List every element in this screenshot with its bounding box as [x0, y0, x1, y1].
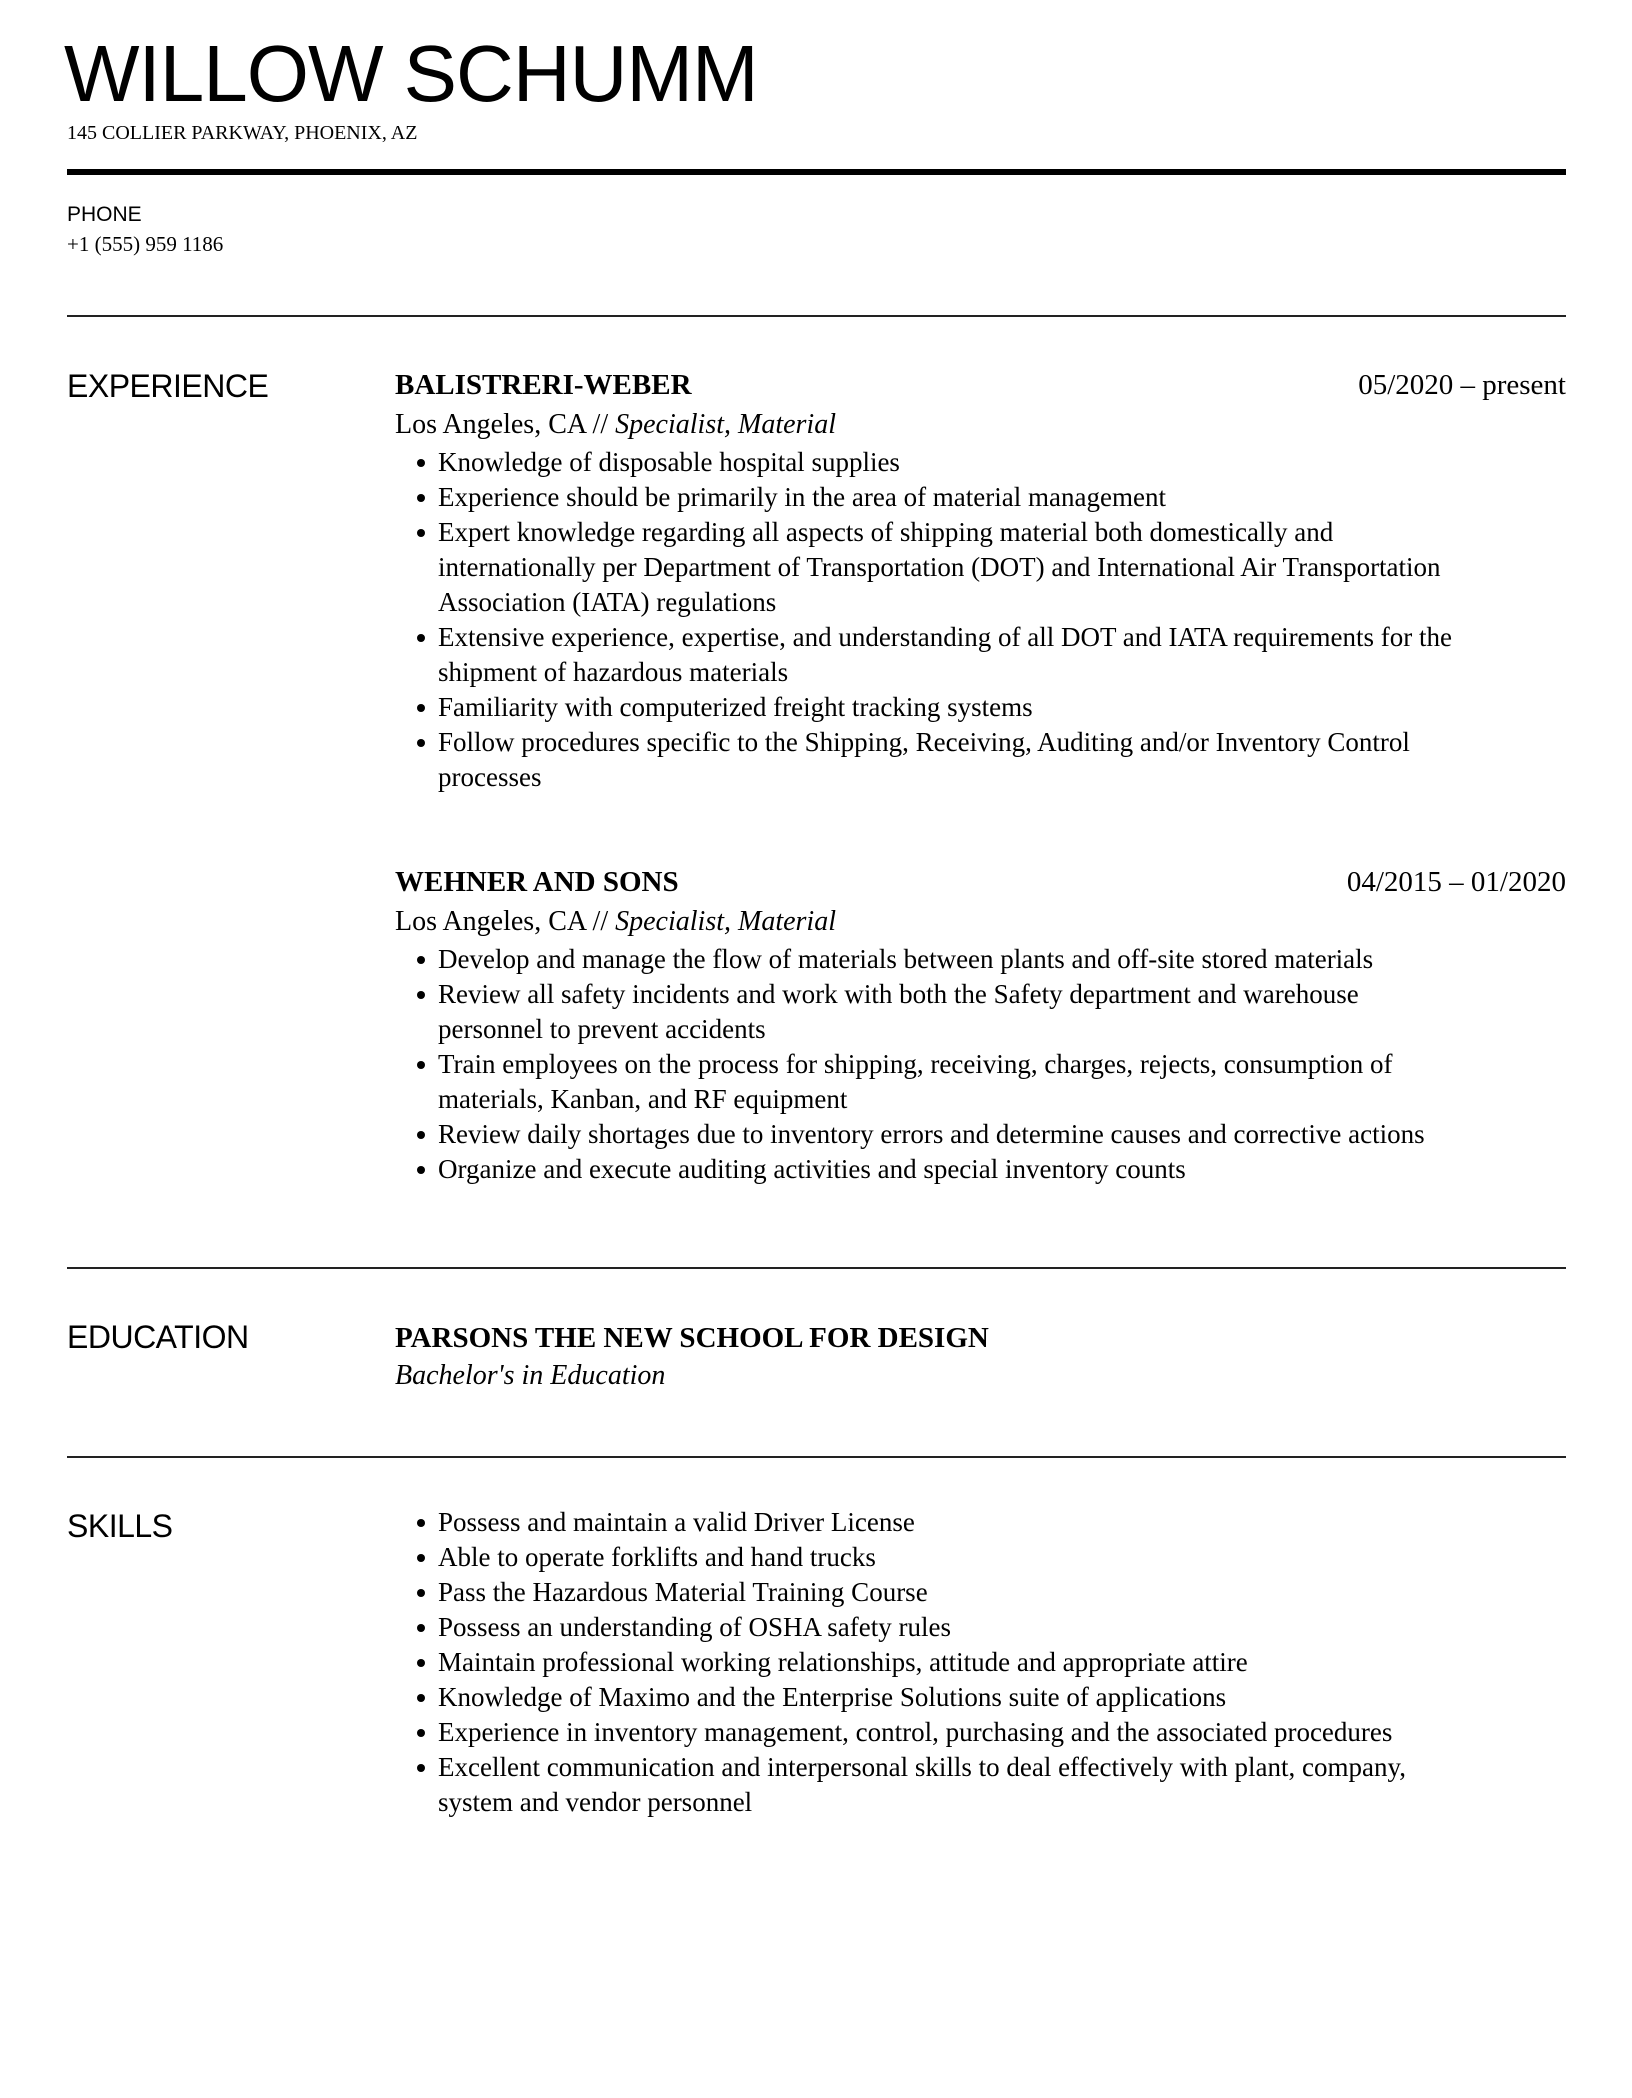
list-item [395, 1117, 1566, 1152]
bullet-icon [417, 1694, 425, 1702]
list-item-text: personnel to prevent accidents [438, 1014, 766, 1044]
list-item [395, 1750, 1566, 1820]
section-divider [67, 1456, 1566, 1458]
list-item [395, 725, 1566, 795]
list-item-text: Knowledge of disposable hospital supplies [438, 447, 900, 477]
phone-label: PHONE [67, 203, 142, 226]
bullet-icon [417, 704, 425, 712]
list-item [395, 1152, 1566, 1187]
list-item [395, 977, 1566, 1047]
company-name: BALISTRERI-WEBER [395, 369, 692, 401]
bullet-icon [417, 459, 425, 467]
section-divider [67, 315, 1566, 317]
list-item [395, 1540, 1566, 1575]
job-bullets [395, 445, 1566, 795]
list-item-text: Excellent communication and interpersonal skills to deal effectively with plant, company, [438, 1752, 1406, 1782]
list-item-text: Follow procedures specific to the Shipping, Receiving, Auditing and/or Inventory Control [438, 727, 1410, 757]
list-item-text: processes [438, 762, 542, 792]
bullet-icon [417, 1554, 425, 1562]
list-item [395, 515, 1566, 620]
list-item [395, 942, 1566, 977]
list-item-text: Experience should be primarily in the area of material management [438, 482, 1166, 512]
bullet-icon [417, 1589, 425, 1597]
list-item-text: Possess and maintain a valid Driver License [438, 1507, 915, 1537]
list-item-text: system and vendor personnel [438, 1787, 753, 1817]
section-title-education: EDUCATION [67, 1319, 249, 1355]
experience-entry [395, 365, 1566, 795]
list-item-text: Able to operate forklifts and hand trucks [438, 1542, 876, 1572]
list-item-text: Expert knowledge regarding all aspects of shipping material both domestically and [438, 517, 1334, 547]
section-title-skills: SKILLS [67, 1508, 173, 1544]
skills-entry [395, 1505, 1566, 1820]
job-bullets [395, 942, 1566, 1187]
job-title: Specialist, Material [615, 906, 836, 937]
bullet-icon [417, 634, 425, 642]
list-item-text: Review all safety incidents and work with both the Safety department and warehouse [438, 979, 1359, 1009]
list-item-text: Extensive experience, expertise, and understanding of all DOT and IATA requirements for the [438, 622, 1453, 652]
list-item-text: shipment of hazardous materials [438, 657, 789, 687]
bullet-icon [417, 1764, 425, 1772]
skills-list [395, 1505, 1566, 1820]
school-name: PARSONS THE NEW SCHOOL FOR DESIGN [395, 1322, 989, 1354]
bullet-icon [417, 1729, 425, 1737]
list-item [395, 1505, 1566, 1540]
job-dates: 05/2020 – present [1358, 369, 1566, 401]
section-divider [67, 1267, 1566, 1269]
list-item-text: Knowledge of Maximo and the Enterprise Solutions suite of applications [438, 1682, 1227, 1712]
list-item [395, 1610, 1566, 1645]
bullet-icon [417, 494, 425, 502]
list-item-text: Pass the Hazardous Material Training Course [438, 1577, 928, 1607]
list-item-text: materials, Kanban, and RF equipment [438, 1084, 848, 1114]
job-location-title [395, 405, 1566, 445]
degree: Bachelor's in Education [395, 1360, 666, 1391]
list-item [395, 1645, 1566, 1680]
job-dates: 04/2015 – 01/2020 [1346, 866, 1566, 898]
list-item-text: Organize and execute auditing activities and special inventory counts [438, 1154, 1186, 1184]
job-title: Specialist, Material [615, 409, 836, 440]
list-item [395, 690, 1566, 725]
bullet-icon [417, 1659, 425, 1667]
list-item-text: internationally per Department of Transportation (DOT) and International Air Transportation [438, 552, 1441, 582]
job-location: Los Angeles, CA // [395, 906, 609, 937]
list-item [395, 1047, 1566, 1117]
job-location: Los Angeles, CA // [395, 409, 609, 440]
bullet-icon [417, 956, 425, 964]
company-name: WEHNER AND SONS [395, 866, 679, 898]
bullet-icon [417, 1624, 425, 1632]
bullet-icon [417, 739, 425, 747]
list-item-text: Association (IATA) regulations [438, 587, 777, 617]
list-item-text: Possess an understanding of OSHA safety rules [438, 1612, 951, 1642]
list-item [395, 1680, 1566, 1715]
job-location-title [395, 902, 1566, 942]
job-header [395, 862, 1566, 902]
list-item [395, 620, 1566, 690]
bullet-icon [417, 1061, 425, 1069]
section-title-experience: EXPERIENCE [67, 368, 269, 404]
bullet-icon [417, 1166, 425, 1174]
bullet-icon [417, 991, 425, 999]
experience-entry [395, 862, 1566, 1187]
education-entry [395, 1318, 1566, 1394]
job-header [395, 365, 1566, 405]
bullet-icon [417, 529, 425, 537]
candidate-name: WILLOW SCHUMM [64, 29, 758, 118]
phone-value: +1 (555) 959 1186 [67, 232, 224, 256]
bullet-icon [417, 1131, 425, 1139]
header-divider [67, 169, 1566, 175]
list-item-text: Maintain professional working relationships, attitude and appropriate attire [438, 1647, 1248, 1677]
list-item-text: Review daily shortages due to inventory errors and determine causes and corrective actions [438, 1119, 1425, 1149]
candidate-address: 145 COLLIER PARKWAY, PHOENIX, AZ [67, 122, 418, 144]
list-item-text: Familiarity with computerized freight tracking systems [438, 692, 1033, 722]
list-item [395, 445, 1566, 480]
list-item-text: Experience in inventory management, control, purchasing and the associated procedures [438, 1717, 1393, 1747]
list-item [395, 1715, 1566, 1750]
list-item-text: Train employees on the process for shipping, receiving, charges, rejects, consumption of [438, 1049, 1393, 1079]
list-item [395, 1575, 1566, 1610]
list-item [395, 480, 1566, 515]
bullet-icon [417, 1519, 425, 1527]
list-item-text: Develop and manage the flow of materials between plants and off-site stored materials [438, 944, 1374, 974]
